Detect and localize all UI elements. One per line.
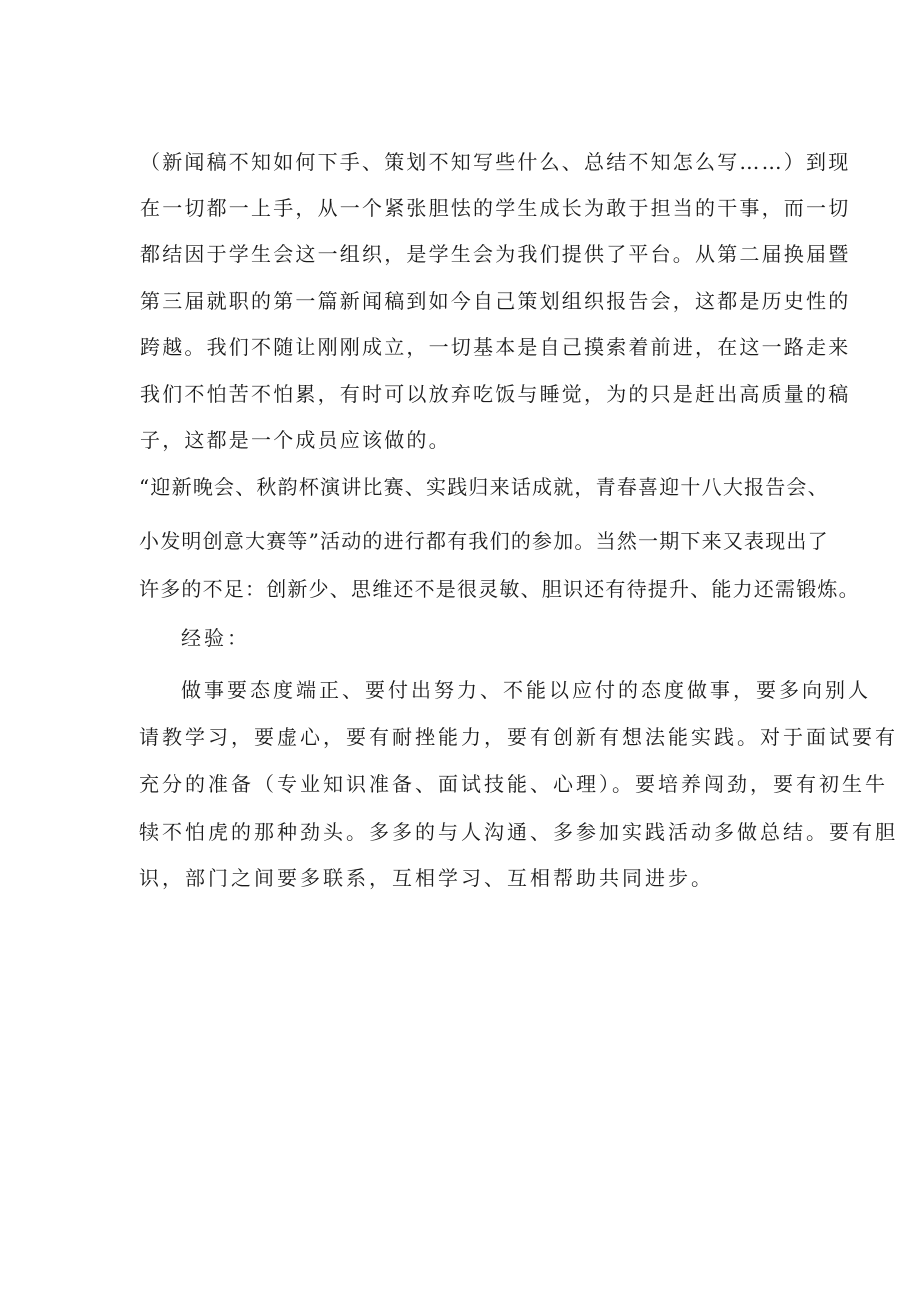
text-line: 小发明创意大赛等”活动的进行都有我们的参加。当然一期下来又表现出了 — [139, 529, 829, 553]
text-line: 跨越。我们不随让刚刚成立，一切基本是自己摸索着前进，在这一路走来 — [140, 335, 851, 359]
text-line: 第三届就职的第一篇新闻稿到如今自己策划组织报告会，这都是历史性的 — [140, 289, 851, 313]
text-line: 在一切都一上手，从一个紧张胆怯的学生成长为敢于担当的干事，而一切 — [140, 196, 851, 220]
text-line: 子，这都是一个成员应该做的。 — [140, 428, 451, 452]
text-line: 做事要态度端正、要付出努力、不能以应付的态度做事，要多向别人 — [181, 678, 871, 702]
text-line: 犊不怕虎的那种劲头。多多的与人沟通、多参加实践活动多做总结。要有胆 — [139, 820, 898, 844]
text-line: 都结因于学生会这一组织，是学生会为我们提供了平台。从第二届换届暨 — [140, 242, 851, 266]
text-line: 我们不怕苦不怕累，有时可以放弃吃饭与睡觉，为的只是赶出高质量的稿 — [140, 382, 851, 406]
text-line: 请教学习，要虚心，要有耐挫能力，要有创新有想法能实践。对于面试要有 — [139, 725, 898, 749]
text-line: 识，部门之间要多联系，互相学习、互相帮助共同进步。 — [139, 866, 714, 890]
text-line: “迎新晚会、秋韵杯演讲比赛、实践归来话成就，青春喜迎十八大报告会、 — [139, 475, 829, 499]
experience-heading: 经验： — [181, 626, 250, 650]
text-line: （新闻稿不知如何下手、策划不知写些什么、总结不知怎么写……）到现 — [140, 150, 851, 174]
text-line: 许多的不足：创新少、思维还不是很灵敏、胆识还有待提升、能力还需锻炼。 — [139, 577, 860, 601]
text-line: 充分的准备（专业知识准备、面试技能、心理）。要培养闯劲，要有初生牛 — [139, 772, 888, 796]
